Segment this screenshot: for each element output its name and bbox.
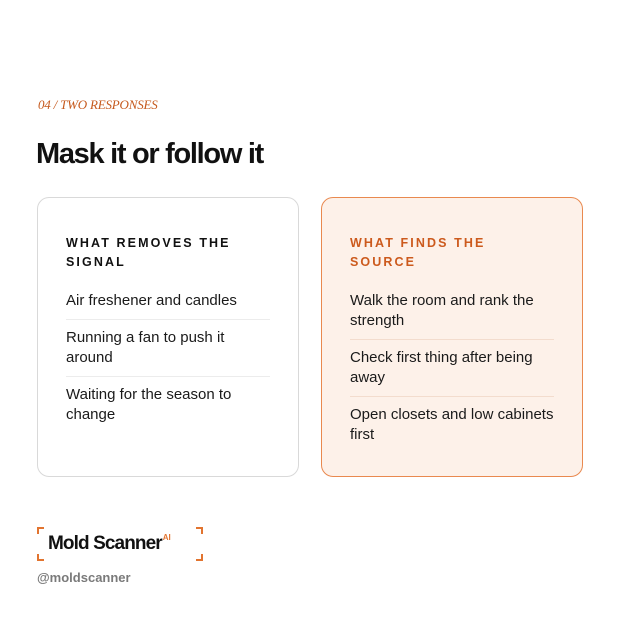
list-item: Walk the room and rank the strength bbox=[350, 292, 534, 329]
logo-corner-bracket bbox=[196, 527, 203, 534]
section-eyebrow: 04 / TWO RESPONSES bbox=[38, 97, 158, 112]
list-item: Running a fan to push it around bbox=[66, 319, 270, 376]
card-finds-source bbox=[321, 197, 583, 477]
logo-corner-bracket bbox=[37, 527, 44, 534]
list-item: Open closets and low cabinets first bbox=[350, 396, 554, 453]
card-removes-signal bbox=[37, 197, 299, 477]
list-item: Waiting for the season to change bbox=[66, 376, 270, 433]
card-heading: WHAT REMOVES THE SIGNAL bbox=[66, 236, 231, 269]
list-item: Air freshener and candles bbox=[66, 292, 237, 309]
brand-logo bbox=[37, 527, 203, 561]
card-heading: WHAT FINDS THE SOURCE bbox=[350, 236, 486, 269]
brand-name-text: Mold Scanner bbox=[48, 533, 162, 554]
page-title: Mask it or follow it bbox=[36, 138, 263, 170]
logo-corner-bracket bbox=[37, 554, 44, 561]
brand-suffix: AI bbox=[162, 533, 171, 542]
logo-corner-bracket bbox=[196, 554, 203, 561]
brand-name bbox=[48, 533, 171, 555]
social-handle: @moldscanner bbox=[37, 570, 131, 585]
list-item: Check first thing after being away bbox=[350, 339, 554, 396]
